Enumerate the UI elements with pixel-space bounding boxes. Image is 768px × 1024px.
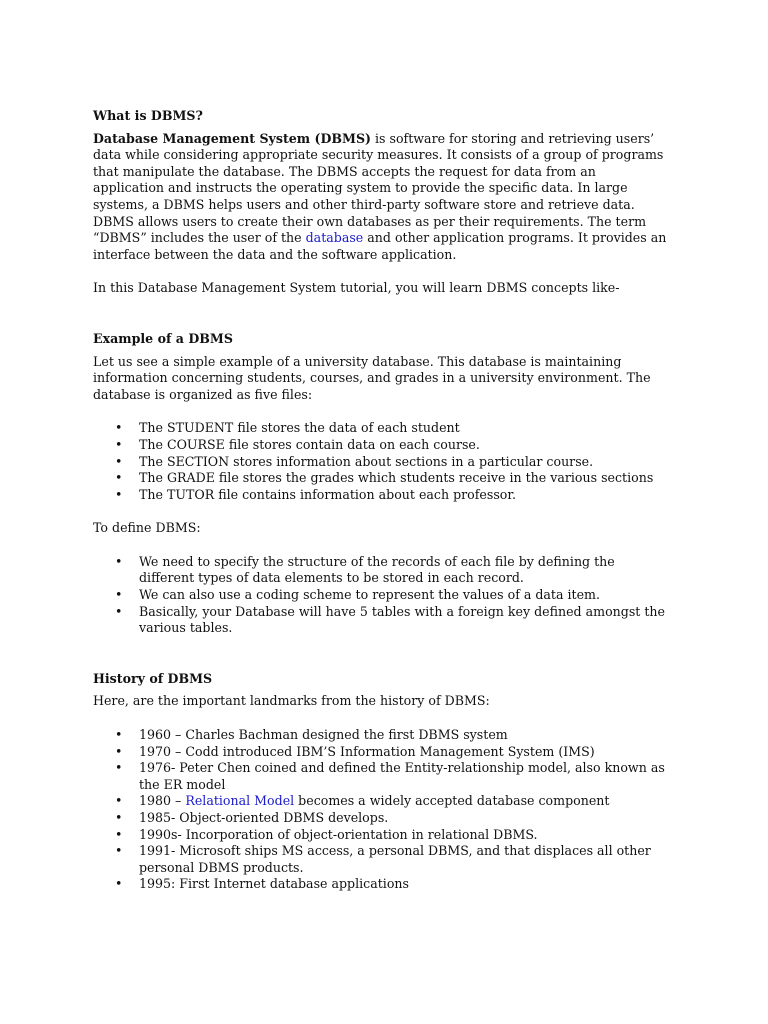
bullet-icon: • — [115, 470, 123, 486]
bullet-icon: • — [115, 760, 123, 776]
bullet-icon: • — [115, 436, 123, 452]
history-list — [93, 727, 668, 893]
bullet-icon: • — [115, 826, 123, 842]
bullet-icon: • — [115, 553, 123, 569]
heading-what-is-dbms: What is DBMS? — [93, 108, 203, 123]
list-item: • 1970 – Codd introduced IBM’S Information Management System (IMS) — [115, 743, 595, 759]
database-link[interactable]: database — [305, 230, 364, 246]
list-item: • 1991- Microsoft ships MS access, a personal DBMS, and that displaces all other personal DBMS products. — [115, 843, 651, 875]
list-item: • 1990s- Incorporation of object-orientation in relational DBMS. — [115, 826, 538, 842]
intro-paragraph — [93, 131, 668, 214]
list-item: • 1995: First Internet database applications — [115, 876, 409, 892]
define-list — [93, 554, 668, 637]
example-intro-paragraph: Let us see a simple example of a university database. This database is maintaining information concerning students, courses, and grades in a university environment. The database is organized as five files: — [93, 353, 651, 402]
list-item: • The GRADE file stores the grades which students receive in the various sections — [115, 470, 654, 486]
bullet-icon: • — [115, 876, 123, 892]
tutorial-paragraph: In this Database Management System tutorial, you will learn DBMS concepts like- — [93, 280, 620, 296]
relational-model-link[interactable]: Relational Model — [185, 793, 295, 809]
define-label: To define DBMS: — [93, 520, 201, 536]
bullet-icon: • — [115, 843, 123, 859]
heading-example-dbms: Example of a DBMS — [93, 330, 233, 346]
bullet-icon: • — [115, 810, 123, 825]
list-item: • We need to specify the structure of the records of each file by defining the different types of data elements to be stored in each record. — [115, 553, 615, 586]
list-item: • 1985- Object-oriented DBMS develops. — [115, 810, 389, 825]
list-item: • The SECTION stores information about sections in a particular course. — [115, 453, 594, 469]
bullet-icon: • — [115, 743, 123, 759]
list-item: • Basically, your Database will have 5 tables with a foreign key defined amongst the various tables. — [115, 603, 665, 636]
bullet-icon: • — [115, 453, 123, 469]
heading-history-dbms: History of DBMS — [93, 670, 213, 686]
bullet-icon: • — [115, 486, 123, 502]
files-list — [93, 420, 668, 503]
list-item: • The STUDENT file stores the data of each student — [115, 420, 460, 436]
history-intro-paragraph: Here, are the important landmarks from the history of DBMS: — [93, 693, 490, 709]
list-item: • 1976- Peter Chen coined and defined the Entity-relationship model, also known as the ER model — [115, 760, 665, 792]
list-item: • We can also use a coding scheme to represent the values of a data item. — [115, 587, 600, 603]
list-item: • 1980 – Relational Model becomes a widely accepted database component — [115, 793, 610, 809]
intro-text: is software for storing and retrieving users’ data while considering appropriate security measures. It consists of a group of programs that manipulate the database. The DBMS accepts the request for data from an application and instructs the operating system to provide the specific data. In large systems, a DBMS helps users and other third-party software store and retrieve data. — [93, 130, 664, 212]
dbms-text-before: DBMS allows users to create their own databases as per their requirements. The term “DBMS” includes the user of the — [93, 213, 647, 246]
dbms-paragraph — [93, 214, 668, 264]
intro-bold-term: Database Management System (DBMS) — [93, 130, 372, 146]
bullet-icon: • — [115, 603, 123, 619]
list-item: • The TUTOR file contains information about each professor. — [115, 486, 517, 502]
bullet-icon: • — [115, 587, 123, 603]
list-item: • 1960 – Charles Bachman designed the first DBMS system — [115, 727, 508, 743]
dbms-text-after: and other application programs. It provides an interface between the data and the software application. — [93, 230, 667, 262]
bullet-icon: • — [115, 420, 123, 436]
bullet-icon: • — [115, 727, 123, 743]
bullet-icon: • — [115, 793, 123, 809]
list-item: • The COURSE file stores contain data on each course. — [115, 436, 480, 452]
